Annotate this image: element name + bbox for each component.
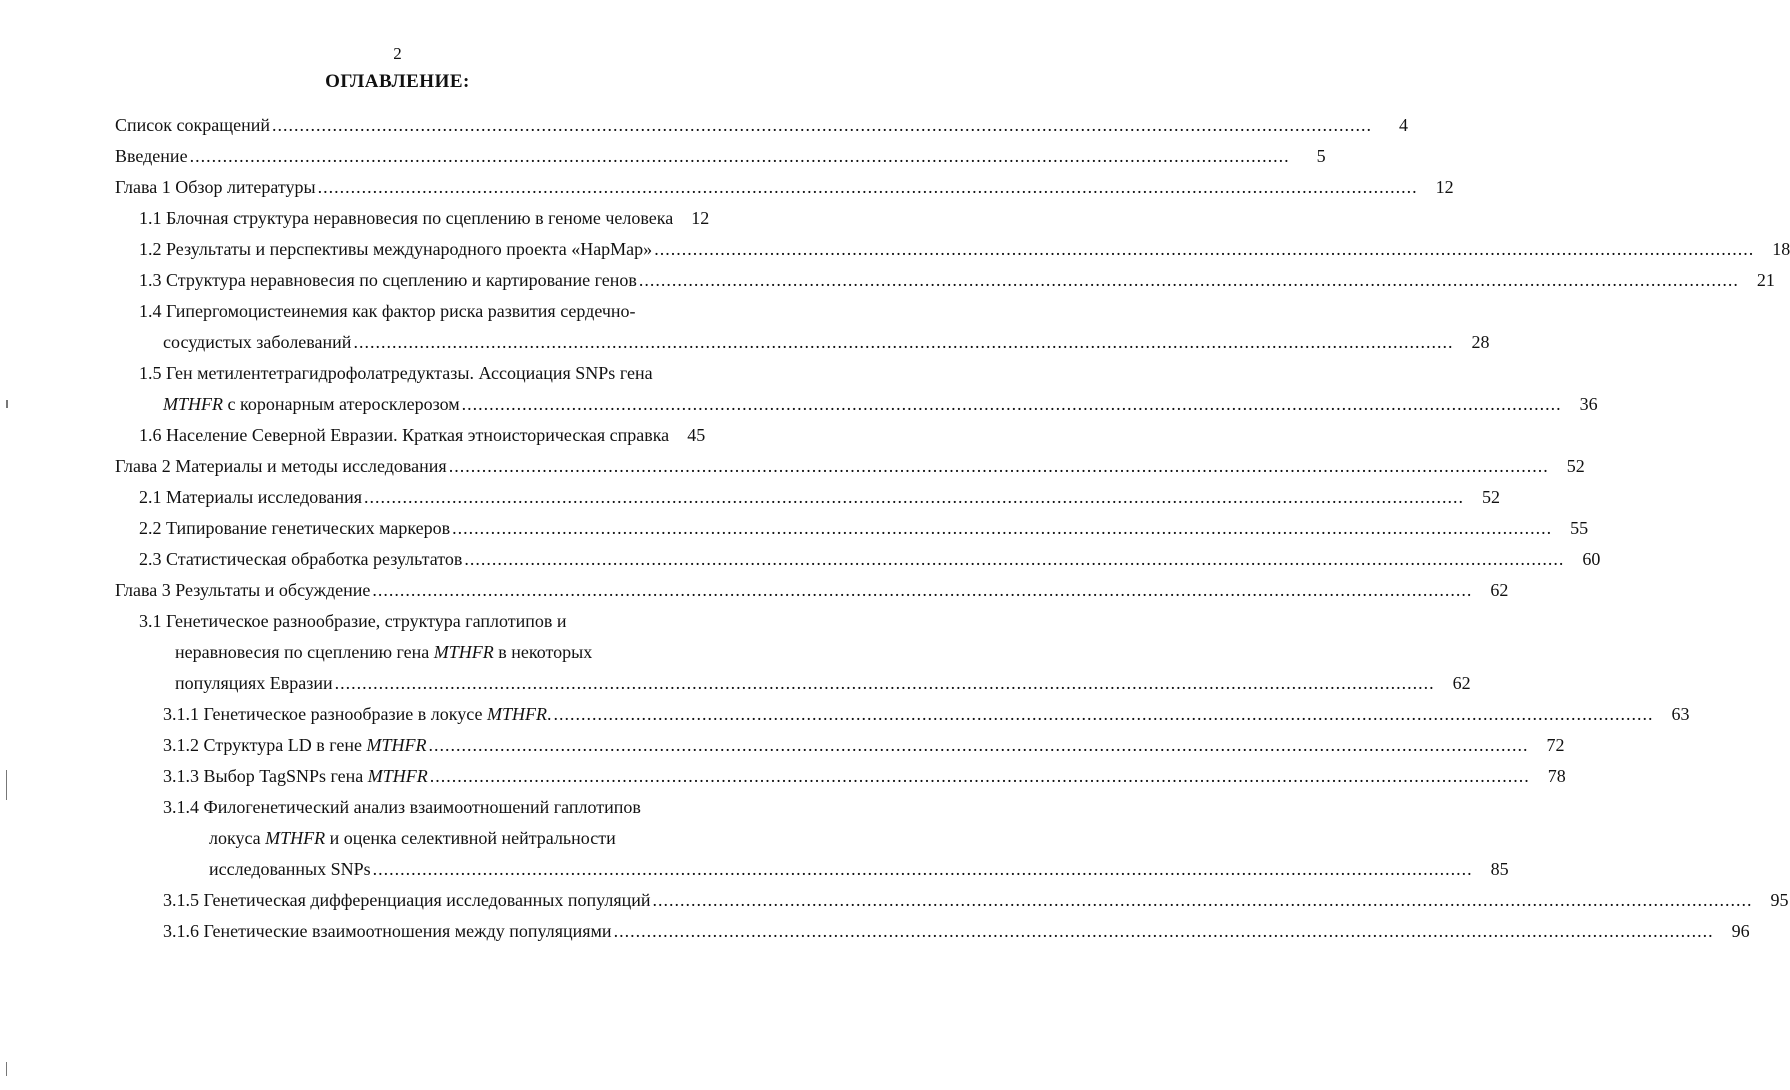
toc-entry-text: 3.1.2 Структура LD в гене bbox=[163, 735, 367, 755]
scan-artifact bbox=[6, 400, 8, 408]
toc-page-number: 4 bbox=[1398, 115, 1408, 135]
toc-entry[interactable] bbox=[115, 482, 1501, 513]
gene-name: MTHFR bbox=[265, 828, 326, 848]
toc-entry-continuation[interactable] bbox=[115, 823, 735, 854]
toc-entry[interactable] bbox=[115, 141, 1326, 172]
toc-entry-continuation[interactable] bbox=[115, 668, 1471, 699]
toc-entry[interactable] bbox=[115, 606, 735, 637]
toc-entry-text: с коронарным атеросклерозом bbox=[223, 394, 460, 414]
toc-entry-text: и оценка селективной нейтральности bbox=[325, 828, 616, 848]
toc-entry-text: Введение bbox=[115, 146, 188, 166]
toc-entry-text: 3.1 Генетическое разнообразие, структура гаплотипов и bbox=[139, 611, 567, 631]
toc-entry[interactable] bbox=[115, 358, 735, 389]
toc-entry[interactable] bbox=[115, 265, 1775, 296]
toc-entry[interactable] bbox=[115, 420, 735, 451]
toc-entry[interactable] bbox=[115, 885, 1789, 916]
toc-page-number: 45 bbox=[687, 425, 706, 445]
toc-page-number: 72 bbox=[1546, 735, 1565, 755]
toc-entry[interactable] bbox=[115, 792, 735, 823]
toc-entry-text: Список сокращений bbox=[115, 115, 270, 135]
toc-entry-text: исследованных SNPs bbox=[209, 859, 371, 879]
toc-entry[interactable] bbox=[115, 513, 1589, 544]
toc-page-number: 62 bbox=[1452, 673, 1471, 693]
toc-entry-text: 3.1.4 Филогенетический анализ взаимоотношений гаплотипов bbox=[163, 797, 641, 817]
toc-entry-text: 1.2 Результаты и перспективы международного проекта «НарМар» bbox=[139, 239, 653, 259]
toc-entry[interactable] bbox=[115, 203, 735, 234]
toc-entry[interactable] bbox=[115, 296, 735, 327]
toc-page-number: 12 bbox=[1435, 177, 1454, 197]
toc-entry-text: 3.1.3 Выбор TagSNPs гена bbox=[163, 766, 368, 786]
gene-name: MTHFR bbox=[163, 394, 223, 414]
leader-dots bbox=[464, 544, 1564, 575]
toc-entry[interactable] bbox=[115, 730, 1565, 761]
gene-name: MTHFR bbox=[486, 704, 547, 724]
leader-dots bbox=[639, 265, 1739, 296]
toc-entry-continuation[interactable] bbox=[115, 637, 735, 668]
page-title: ОГЛАВЛЕНИЕ: bbox=[325, 71, 470, 92]
toc-entry-text: 2.3 Статистическая обработка результатов bbox=[139, 549, 463, 569]
leader-dots bbox=[372, 575, 1472, 606]
toc-entry[interactable] bbox=[115, 575, 1509, 606]
toc-entry-text: 1.4 Гипергомоцистеинемия как фактор риска развития сердечно- bbox=[139, 301, 636, 321]
toc-entry-text: Глава 1 Обзор литературы bbox=[115, 177, 316, 197]
toc-page-number: 5 bbox=[1316, 146, 1326, 166]
scan-artifact bbox=[6, 770, 7, 800]
toc-entry[interactable] bbox=[115, 544, 1601, 575]
toc-page-number: 12 bbox=[691, 208, 710, 228]
toc-entry[interactable] bbox=[115, 699, 1690, 730]
toc-entry[interactable] bbox=[115, 172, 1454, 203]
leader-dots bbox=[614, 916, 1714, 947]
leader-dots bbox=[335, 668, 1435, 699]
toc-entry-text: 1.3 Структура неравновесия по сцеплению и картирование генов bbox=[139, 270, 637, 290]
leader-dots bbox=[318, 172, 1418, 203]
toc-page-number: 95 bbox=[1770, 890, 1789, 910]
toc-entry-text: 1.5 Ген метилентетрагидрофолатредуктазы. Ассоциация SNPs гена bbox=[139, 363, 653, 383]
toc-page-number: 78 bbox=[1547, 766, 1566, 786]
toc-entry-text: 1.6 Население Северной Евразии. Краткая этноисторическая справка bbox=[139, 425, 670, 445]
toc-entry-text: локуса bbox=[209, 828, 266, 848]
toc-entry-text: Глава 2 Материалы и методы исследования bbox=[115, 456, 447, 476]
toc-entry-text: 1.1 Блочная структура неравновесия по сцеплению в геноме человека bbox=[139, 208, 674, 228]
toc-page-number: 21 bbox=[1756, 270, 1775, 290]
leader-dots bbox=[449, 451, 1549, 482]
toc-entry[interactable] bbox=[115, 916, 1750, 947]
toc-entry-text: в некоторых bbox=[493, 642, 593, 662]
toc-entry-continuation[interactable] bbox=[115, 327, 1490, 358]
leader-dots bbox=[272, 110, 1372, 141]
toc-entry-text: 3.1.6 Генетические взаимоотношения между популяциями bbox=[163, 921, 612, 941]
toc-entry-text: Глава 3 Результаты и обсуждение bbox=[115, 580, 371, 600]
toc-page-number: 55 bbox=[1570, 518, 1589, 538]
toc-entry[interactable] bbox=[115, 234, 1790, 265]
leader-dots bbox=[653, 885, 1753, 916]
toc-page-number: 60 bbox=[1582, 549, 1601, 569]
toc-entry-text: 3.1.1 Генетическое разнообразие в локусе bbox=[163, 704, 487, 724]
toc-entry-continuation[interactable] bbox=[115, 389, 1598, 420]
toc-entry-text: . bbox=[546, 704, 552, 724]
page-number: 2 bbox=[393, 44, 402, 63]
toc-page-number: 62 bbox=[1490, 580, 1509, 600]
toc-page-number: 52 bbox=[1566, 456, 1585, 476]
scan-artifact bbox=[6, 1062, 7, 1076]
toc-entry-continuation[interactable] bbox=[115, 854, 1509, 885]
leader-dots bbox=[462, 389, 1562, 420]
leader-dots bbox=[430, 761, 1530, 792]
toc-entry-text: сосудистых заболеваний bbox=[163, 332, 352, 352]
leader-dots bbox=[190, 141, 1290, 172]
toc-entry-text: популяциях Евразии bbox=[175, 673, 333, 693]
toc-entry-text: 2.2 Типирование генетических маркеров bbox=[139, 518, 451, 538]
toc-entry[interactable] bbox=[115, 761, 1566, 792]
toc-entry[interactable] bbox=[115, 110, 1408, 141]
leader-dots bbox=[353, 327, 1453, 358]
toc-page-number: 63 bbox=[1671, 704, 1690, 724]
toc-entry-text: 3.1.5 Генетическая дифференциация исследованных популяций bbox=[163, 890, 651, 910]
leader-dots bbox=[654, 234, 1754, 265]
toc-page-number: 96 bbox=[1731, 921, 1750, 941]
gene-name: MTHFR bbox=[366, 735, 427, 755]
toc-page-number: 18 bbox=[1772, 239, 1790, 259]
toc-page-number: 85 bbox=[1490, 859, 1509, 879]
toc-page-number: 28 bbox=[1471, 332, 1490, 352]
leader-dots bbox=[373, 854, 1473, 885]
toc-page-number: 36 bbox=[1579, 394, 1598, 414]
gene-name: MTHFR bbox=[433, 642, 494, 662]
gene-name: MTHFR bbox=[367, 766, 428, 786]
leader-dots bbox=[429, 730, 1529, 761]
table-of-contents bbox=[115, 110, 1790, 947]
toc-entry-text: неравновесия по сцеплению гена bbox=[175, 642, 434, 662]
leader-dots bbox=[553, 699, 1653, 730]
toc-entry[interactable] bbox=[115, 451, 1585, 482]
toc-page-number: 52 bbox=[1482, 487, 1501, 507]
toc-entry-text: 2.1 Материалы исследования bbox=[139, 487, 363, 507]
leader-dots bbox=[364, 482, 1464, 513]
leader-dots bbox=[452, 513, 1552, 544]
